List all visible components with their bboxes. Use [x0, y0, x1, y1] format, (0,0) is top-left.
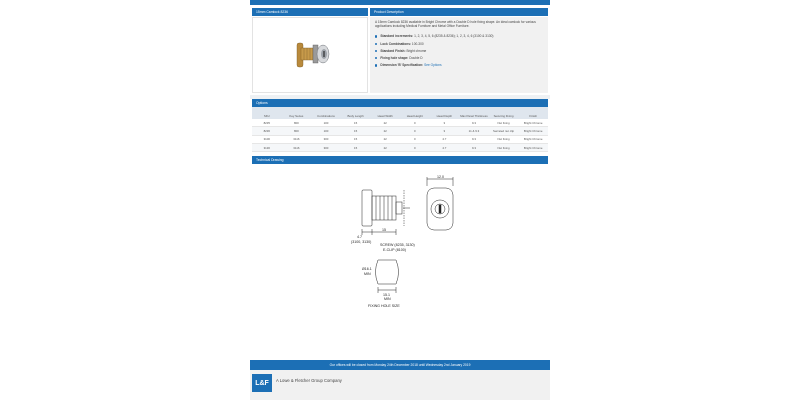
column-header: Combinations	[311, 107, 341, 119]
table-cell: 4.7	[430, 135, 460, 143]
feature-item	[375, 56, 543, 60]
bullet-icon	[375, 57, 377, 59]
description-text: A 15mm Camlock 8236 available in Bright Chrome with a Double D hole fixing shape. An ideal camlock for various applications including Medical Furniture and Metal Office Furniture.	[375, 20, 536, 29]
bullet-icon	[375, 35, 377, 37]
description-title: Product Description	[374, 10, 404, 14]
table-cell: 3116	[282, 143, 312, 151]
table-cell: 22	[370, 119, 400, 127]
feature-list	[375, 34, 543, 67]
bullet-icon	[375, 64, 377, 66]
dim-15-1: 15.1	[383, 293, 390, 297]
table-cell: 0	[400, 135, 430, 143]
column-header: Finish	[518, 107, 548, 119]
lf-logo[interactable]	[252, 374, 272, 392]
table-cell: 8235	[252, 119, 282, 127]
options-header	[252, 99, 548, 107]
feature-value: 1, 2, 3, 4, 5, 6 (8235 & 8236); 1, 2, 3, 4, 6 (3100 & 3130)	[414, 34, 494, 39]
dim-15: 15	[382, 228, 386, 232]
table-cell: Serrated nut clip	[489, 127, 519, 135]
feature-label: Dimension 'B' Specification:	[380, 63, 424, 68]
table-cell: 3130	[252, 143, 282, 151]
table-cell: Nut fixing	[489, 135, 519, 143]
feature-item	[375, 42, 543, 46]
screw-note: SCREW (8235, 3130)	[380, 243, 415, 247]
feature-item	[375, 49, 543, 53]
dim-16-1: Ø16.1	[362, 267, 372, 271]
column-header: Head Depth	[430, 107, 460, 119]
product-page	[250, 0, 550, 400]
dim-12: 12.0	[437, 175, 444, 179]
logo-text: L&F	[255, 379, 269, 387]
dim-4-7: 4.7	[357, 235, 362, 239]
table-cell: 0	[400, 119, 430, 127]
table-cell: 8236	[252, 127, 282, 135]
table-cell: 9.3	[459, 119, 489, 127]
feature-label: Fixing hole shape:	[380, 56, 409, 61]
eclip-note: E-CLIP (8100)	[383, 248, 406, 252]
table-cell: Nut fixing	[489, 143, 519, 151]
table-cell: Nut fixing	[489, 119, 519, 127]
see-options-link[interactable]: See Options	[424, 63, 442, 68]
feature-value: Bright chrome	[406, 48, 427, 53]
table-cell: 3	[430, 119, 460, 127]
column-header: Body Length	[341, 107, 371, 119]
table-cell: 15	[341, 119, 371, 127]
camlock-product-image[interactable]	[253, 18, 367, 92]
table-row[interactable]	[252, 135, 548, 143]
table-cell: 3100	[252, 135, 282, 143]
table-cell: Bright Chrome	[518, 119, 548, 127]
table-cell: 4.7	[430, 143, 460, 151]
table-cell: 9.3	[459, 143, 489, 151]
side-view	[362, 190, 410, 235]
table-cell: 22	[370, 127, 400, 135]
table-row[interactable]	[252, 143, 548, 151]
table-cell: 800	[282, 119, 312, 127]
bullet-icon	[375, 43, 377, 45]
table-cell: 100	[311, 127, 341, 135]
table-cell: 9.3	[459, 135, 489, 143]
table-row[interactable]	[252, 119, 548, 127]
options-header-row	[252, 107, 548, 119]
holiday-notice-text: Our offices will be closed from Monday 24th December 2018 until Wednesday 2nd January 2019	[329, 363, 471, 367]
table-cell: 22	[370, 135, 400, 143]
technical-drawing-title: Technical Drawing	[256, 158, 284, 162]
table-cell: 11 & 9.3	[459, 127, 489, 135]
product-image-panel	[252, 17, 368, 93]
description-title-bar	[370, 8, 548, 16]
product-title-bar	[252, 8, 368, 16]
column-header: Head Width	[370, 107, 400, 119]
table-cell: 300	[311, 143, 341, 151]
table-cell: 0	[400, 143, 430, 151]
table-cell: Bright Chrome	[518, 135, 548, 143]
table-cell: 15	[341, 127, 371, 135]
description-panel	[370, 17, 548, 93]
column-header: Head Height	[400, 107, 430, 119]
table-cell: Bright Chrome	[518, 143, 548, 151]
column-header: SKU	[252, 107, 282, 119]
feature-value: 100-300	[411, 41, 424, 46]
holiday-notice-bar	[250, 360, 550, 370]
feature-label: Standard Finish:	[380, 48, 406, 53]
dim-4-7-note: (3100, 3130)	[351, 240, 372, 244]
table-cell: 100	[311, 119, 341, 127]
column-header: Max Panel Thickness	[459, 107, 489, 119]
table-cell: 3116	[282, 135, 312, 143]
table-cell: 3	[430, 127, 460, 135]
feature-item	[375, 63, 543, 67]
table-cell: Bright Chrome	[518, 127, 548, 135]
feature-label: Standard increments:	[380, 34, 414, 39]
dim-16-1-min: MIN	[364, 272, 371, 276]
front-view	[427, 177, 453, 230]
table-cell: 800	[282, 127, 312, 135]
footer-tagline: A Lowe & Fletcher Group Company	[276, 378, 342, 383]
column-header: Securing Fixing	[489, 107, 519, 119]
table-cell: 22	[370, 143, 400, 151]
technical-drawing[interactable]	[252, 166, 548, 316]
fixing-hole-view	[376, 260, 399, 293]
feature-value: Double D	[409, 56, 423, 61]
top-navigation-strip	[250, 0, 550, 5]
product-title: 15mm Camlock 8236	[256, 10, 289, 14]
table-cell: 15	[341, 143, 371, 151]
feature-label: Lock Combinations:	[380, 41, 412, 46]
table-cell: 300	[311, 135, 341, 143]
fixing-hole-label: FIXING HOLE SIZE	[368, 304, 400, 308]
options-table	[252, 107, 548, 152]
column-header: Key Series	[282, 107, 312, 119]
table-cell: 0	[400, 127, 430, 135]
table-cell: 15	[341, 135, 371, 143]
technical-drawing-header	[252, 156, 548, 164]
bullet-icon	[375, 50, 377, 52]
table-row[interactable]	[252, 127, 548, 135]
footer	[250, 370, 550, 400]
feature-item	[375, 34, 543, 38]
dim-15-1-min: MIN	[384, 297, 391, 301]
options-title: Options	[256, 101, 268, 105]
